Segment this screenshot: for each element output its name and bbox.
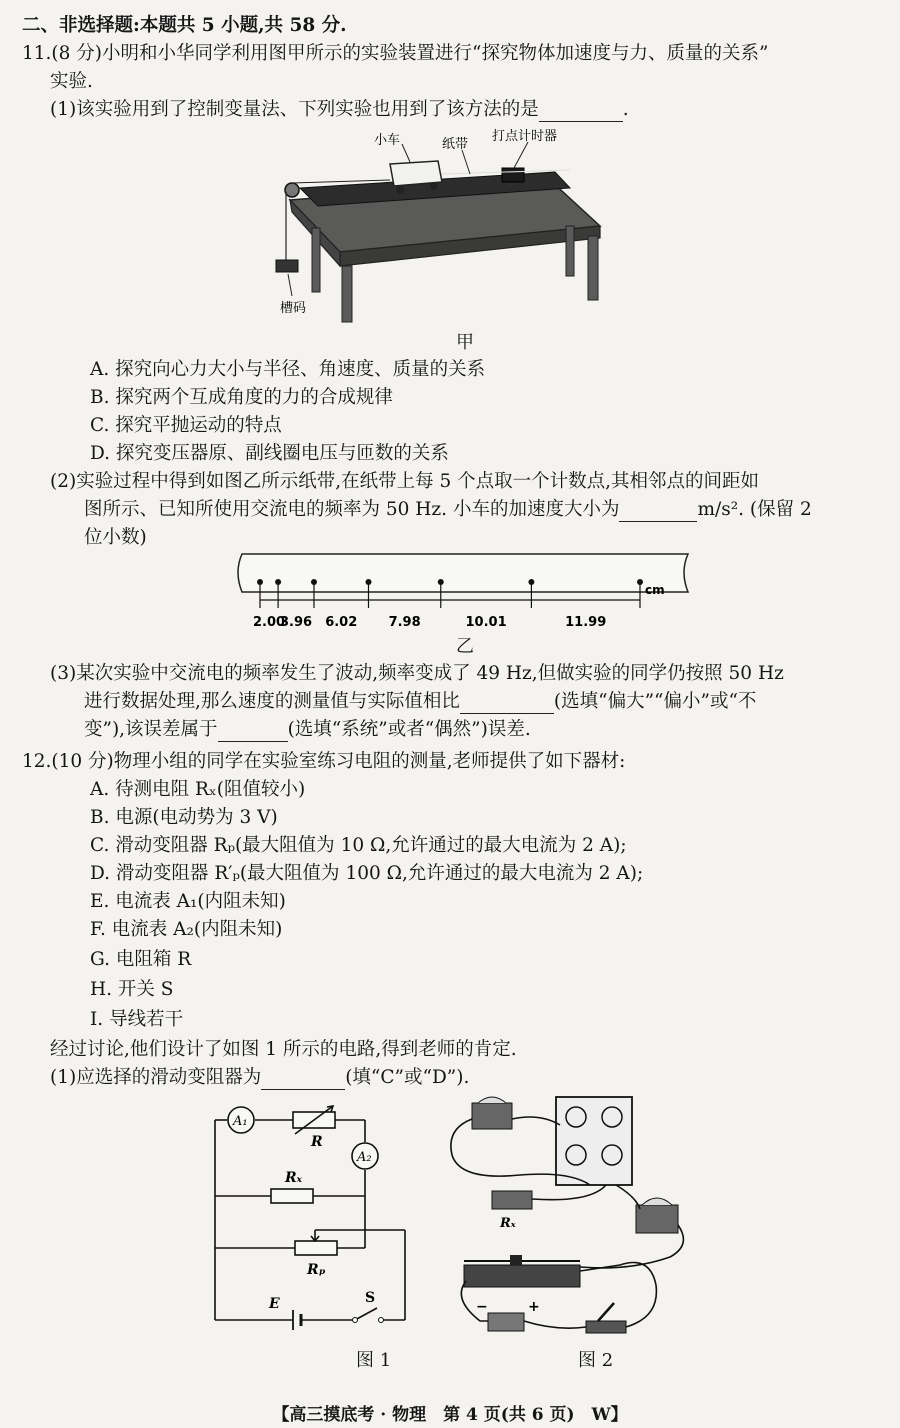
label-tape: 纸带 bbox=[442, 137, 469, 152]
label-car: 小车 bbox=[374, 133, 401, 148]
option-a: A. 探究向心力大小与半径、角速度、质量的关系 bbox=[90, 359, 486, 380]
figure-jia-caption: 甲 bbox=[456, 332, 474, 353]
q11-part3-line2 bbox=[84, 690, 756, 714]
q12-part1-choice: (填“C”或“D”). bbox=[345, 1067, 470, 1088]
q12-item-i: I. 导线若干 bbox=[90, 1009, 184, 1030]
q11-part2-line3: 位小数) bbox=[84, 527, 147, 548]
q11-part3-line1: (3)某次实验中交流电的频率发生了波动,频率变成了 49 Hz,但做实验的同学仍按照 50 Hz bbox=[50, 663, 784, 684]
label-weight: 槽码 bbox=[280, 301, 307, 316]
q12-item-b: B. 电源(电动势为 3 V) bbox=[90, 807, 278, 828]
option-c: C. 探究平抛运动的特点 bbox=[90, 415, 282, 436]
figure-yi-tape bbox=[230, 550, 700, 635]
q11-part3-text: 进行数据处理,那么速度的测量值与实际值相比 bbox=[84, 691, 460, 712]
answer-blank-q11-1[interactable] bbox=[539, 101, 623, 122]
figure-yi-caption: 乙 bbox=[456, 636, 474, 657]
q12-item-d: D. 滑动变阻器 R′ₚ(最大阻值为 100 Ω,允许通过的最大电流为 2 A); bbox=[90, 863, 644, 884]
ammeter-a2-label: A₂ bbox=[357, 1150, 372, 1165]
rp-label: Rₚ bbox=[307, 1262, 326, 1278]
q11-part3-choice: (选填“偏大”“偏小”或“不 bbox=[553, 691, 757, 712]
resistor-box-label: R bbox=[311, 1134, 323, 1150]
tape-gap-label: 3.96 bbox=[280, 615, 313, 630]
answer-blank-q11-3a[interactable] bbox=[460, 693, 554, 714]
battery-label: E bbox=[269, 1296, 280, 1312]
tape-gap-label: 6.02 bbox=[325, 615, 358, 630]
page-footer: 【高三摸底考 · 物理 第 4 页(共 6 页) W】 bbox=[272, 1405, 628, 1425]
q12-stem: 12.(10 分)物理小组的同学在实验室练习电阻的测量,老师提供了如下器材: bbox=[22, 751, 626, 772]
battery-minus-label: − bbox=[476, 1299, 488, 1315]
q11-part3-text2: 变”),该误差属于 bbox=[84, 719, 218, 740]
answer-blank-q11-3b[interactable] bbox=[218, 721, 288, 742]
q11-part2-line2 bbox=[84, 498, 812, 522]
q11-part1-end: . bbox=[622, 99, 629, 120]
tape-unit: cm bbox=[645, 583, 665, 597]
tape-gap-label: 7.98 bbox=[388, 615, 421, 630]
ammeter-a1-label: A₁ bbox=[233, 1114, 248, 1129]
fig2-rx-label: Rₓ bbox=[500, 1216, 516, 1231]
rx-label: Rₓ bbox=[285, 1170, 302, 1186]
q11-part2-text: 图所示、已知所使用交流电的频率为 50 Hz. 小车的加速度大小为 bbox=[84, 499, 620, 520]
answer-blank-q12-1[interactable] bbox=[261, 1069, 345, 1090]
q11-part3-choice2: (选填“系统”或者“偶然”)误差. bbox=[287, 719, 531, 740]
q12-item-g: G. 电阻箱 R bbox=[90, 949, 192, 970]
q12-item-f: F. 电流表 A₂(内阻未知) bbox=[90, 919, 283, 940]
q12-item-c: C. 滑动变阻器 Rₚ(最大阻值为 10 Ω,允许通过的最大电流为 2 A); bbox=[90, 835, 627, 856]
figure-1-caption: 图 1 bbox=[356, 1350, 392, 1371]
q12-item-e: E. 电流表 A₁(内阻未知) bbox=[90, 891, 286, 912]
figure-2-caption: 图 2 bbox=[578, 1350, 614, 1371]
q11-part2-line1: (2)实验过程中得到如图乙所示纸带,在纸带上每 5 个点取一个计数点,其相邻点的间距如 bbox=[50, 471, 760, 492]
q12-part1-text: (1)应选择的滑动变阻器为 bbox=[50, 1067, 262, 1088]
q12-part1 bbox=[50, 1066, 469, 1090]
q12-item-h: H. 开关 S bbox=[90, 979, 174, 1000]
answer-blank-q11-2[interactable] bbox=[619, 501, 697, 522]
tape-gap-label: 10.01 bbox=[465, 615, 507, 630]
switch-label: S bbox=[365, 1290, 376, 1306]
label-timer: 打点计时器 bbox=[492, 129, 558, 144]
q12-item-a: A. 待测电阻 Rₓ(阻值较小) bbox=[90, 779, 306, 800]
figure-jia-apparatus bbox=[270, 128, 620, 328]
option-b: B. 探究两个互成角度的力的合成规律 bbox=[90, 387, 393, 408]
q11-part1 bbox=[50, 98, 629, 122]
q11-stem-line1: 11.(8 分)小明和小华同学利用图甲所示的实验装置进行“探究物体加速度与力、质量的关系” bbox=[22, 43, 769, 64]
tape-gap-label: 2.00 bbox=[253, 615, 286, 630]
q11-part2-unit: m/s². (保留 2 bbox=[697, 499, 812, 520]
option-d: D. 探究变压器原、副线圈电压与匝数的关系 bbox=[90, 443, 449, 464]
tape-gap-label: 11.99 bbox=[565, 615, 607, 630]
q11-part3-line3 bbox=[84, 718, 531, 742]
figure-2-wiring bbox=[440, 1085, 710, 1350]
figure-1-circuit bbox=[205, 1100, 430, 1340]
q12-discussion: 经过讨论,他们设计了如图 1 所示的电路,得到老师的肯定. bbox=[50, 1039, 517, 1060]
q11-stem-line2: 实验. bbox=[50, 71, 93, 92]
section-header: 二、非选择题:本题共 5 小题,共 58 分. bbox=[22, 15, 347, 36]
battery-plus-label: + bbox=[528, 1299, 540, 1315]
q11-part1-text: (1)该实验用到了控制变量法、下列实验也用到了该方法的是 bbox=[50, 99, 539, 120]
